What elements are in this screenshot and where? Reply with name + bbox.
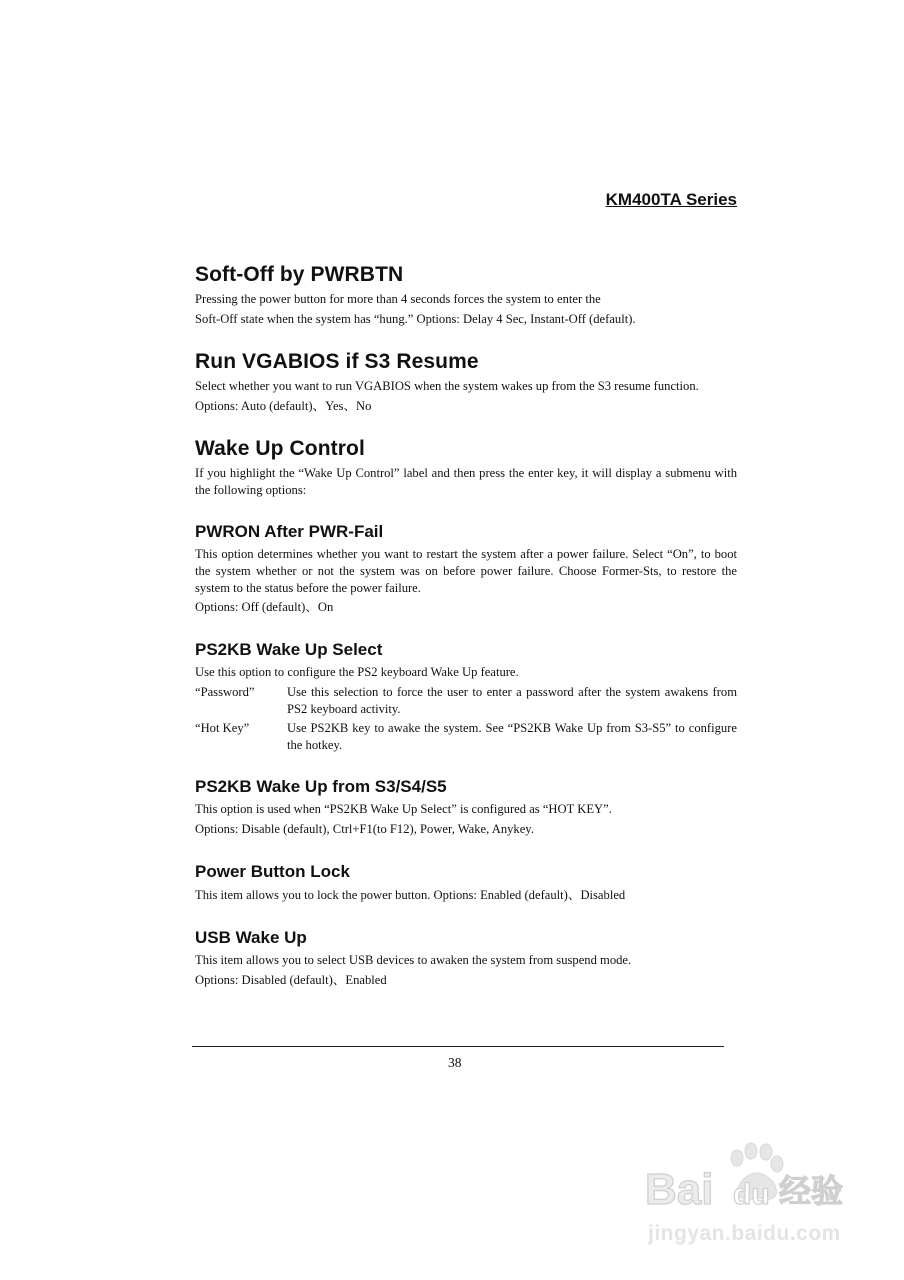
pwron-options: Options: Off (default)、On	[195, 600, 334, 614]
pwron-body: This option determines whether you want to restart the system after a power failure. Select “On”, to boot the system whether or not the system was on before power failure. Choose Former-Sts, to restore the system to the status before the power failure.	[195, 547, 737, 595]
ps2kb-from-line-1: This option is used when “PS2KB Wake Up Select” is configured as “HOT KEY”.	[195, 802, 612, 816]
baidu-watermark-logo	[645, 1138, 855, 1218]
section-title-vgabios: Run VGABIOS if S3 Resume	[195, 350, 479, 373]
vgabios-line-2: Options: Auto (default)、Yes、No	[195, 399, 372, 413]
soft-off-line-2: Soft-Off state when the system has “hung.” Options: Delay 4 Sec, Instant-Off (default).	[195, 312, 636, 326]
footer-rule	[192, 1046, 724, 1047]
subsection-title-ps2kb-select: PS2KB Wake Up Select	[195, 640, 383, 659]
soft-off-line-1: Pressing the power button for more than 4 seconds forces the system to enter the	[195, 292, 601, 306]
option-term-password: “Password”	[195, 685, 255, 699]
subsection-title-pwron: PWRON After PWR-Fail	[195, 522, 384, 541]
ps2kb-from-line-2: Options: Disable (default), Ctrl+F1(to F12), Power, Wake, Anykey.	[195, 822, 534, 836]
usb-wake-line-2: Options: Disabled (default)、Enabled	[195, 973, 387, 987]
ps2kb-select-intro: Use this option to configure the PS2 keyboard Wake Up feature.	[195, 665, 519, 679]
option-desc-hot-key: Use PS2KB key to awake the system. See “PS2KB Wake Up from S3-S5” to configure the hotkey.	[287, 721, 737, 752]
watermark-url: jingyan.baidu.com	[648, 1222, 841, 1245]
usb-wake-line-1: This item allows you to select USB devices to awaken the system from suspend mode.	[195, 953, 632, 967]
svg-text:Bai: Bai	[645, 1165, 714, 1214]
svg-text:du: du	[733, 1178, 770, 1211]
subsection-title-power-lock: Power Button Lock	[195, 862, 350, 881]
wake-up-control-body: If you highlight the “Wake Up Control” label and then press the enter key, it will display a submenu with the following options:	[195, 466, 737, 497]
power-lock-line-1: This item allows you to lock the power button. Options: Enabled (default)、Disabled	[195, 888, 626, 902]
series-title: KM400TA Series	[605, 190, 737, 209]
option-desc-password: Use this selection to force the user to enter a password after the system awakens from PS2 keyboard activity.	[287, 685, 737, 716]
page-number: 38	[448, 1055, 462, 1070]
vgabios-line-1: Select whether you want to run VGABIOS when the system wakes up from the S3 resume function.	[195, 379, 699, 393]
svg-text:经验: 经验	[779, 1173, 844, 1209]
section-title-soft-off: Soft-Off by PWRBTN	[195, 263, 404, 286]
subsection-title-usb-wake: USB Wake Up	[195, 928, 307, 947]
option-term-hot-key: “Hot Key”	[195, 721, 250, 735]
subsection-title-ps2kb-from: PS2KB Wake Up from S3/S4/S5	[195, 777, 447, 796]
section-title-wake-up-control: Wake Up Control	[195, 437, 365, 460]
